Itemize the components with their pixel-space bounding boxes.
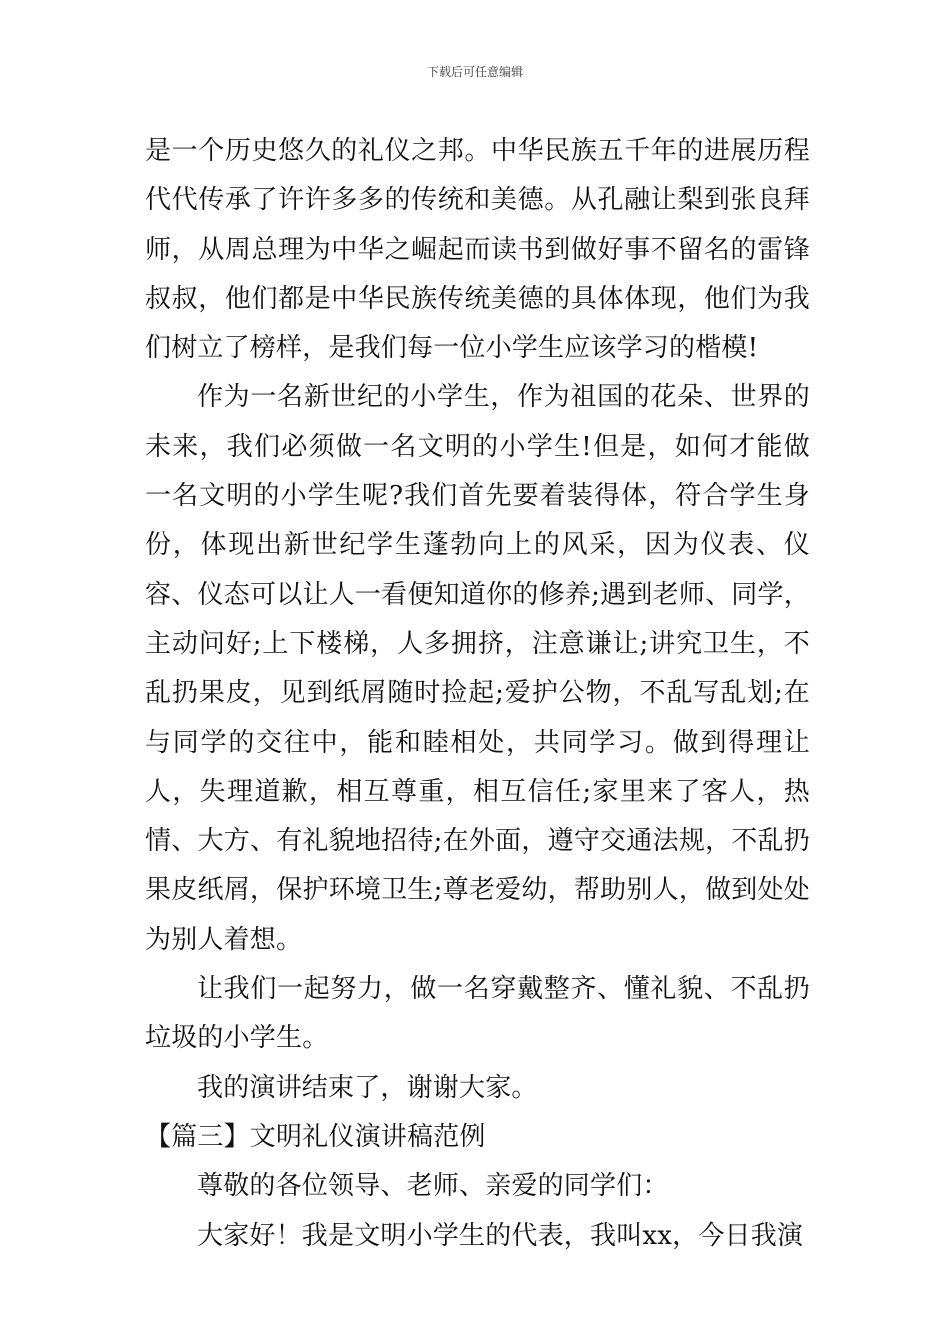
paragraph-civilized-student: 作为一名新世纪的小学生，作为祖国的花朵、世界的未来，我们必须做一名文明的小学生!但是，如何才能做一名文明的小学生呢?我们首先要着装得体，符合学生身份，体现出新世纪学生蓬勃向上的风采，因为仪表、仪容、仪态可以让人一看便知道你的修养;遇到老师、同学，主动问好;上下楼梯，人多拥挤，注意谦让;讲究卫生，不乱扔果皮，见到纸屑随时捡起;爱护公物，不乱写乱划;在与同学的交往中，能和睦相处，共同学习。做到得理让人，失理道歉，相互尊重，相互信任;家里来了客人，热情、大方、有礼貌地招待;在外面，遵守交通法规，不乱扔果皮纸屑，保护环境卫生;尊老爱幼，帮助别人，做到处处为别人着想。	[145, 382, 810, 955]
paragraph-intro: 大家好！我是文明小学生的代表，我叫xx，今日我演	[197, 1220, 804, 1251]
document-body	[145, 127, 810, 1261]
page-header: 下载后可任意编辑	[426, 65, 523, 79]
paragraph-continued: 是一个历史悠久的礼仪之邦。中华民族五千年的进展历程代代传承了许许多多的传统和美德。从孔融让梨到张良拜师，从周总理为中华之崛起而读书到做好事不留名的雷锋叔叔，他们都是中华民族传统美德的具体体现，他们为我们树立了榜样，是我们每一位小学生应该学习的楷模!	[145, 136, 810, 364]
greeting-line: 尊敬的各位领导、老师、亲爱的同学们：	[197, 1171, 669, 1202]
section-title: 【篇三】文明礼仪演讲稿范例	[145, 1121, 486, 1152]
paragraph-call-to-action: 让我们一起努力，做一名穿戴整齐、懂礼貌、不乱扔垃圾的小学生。	[145, 974, 810, 1054]
paragraph-closing: 我的演讲结束了，谢谢大家。	[197, 1072, 538, 1103]
